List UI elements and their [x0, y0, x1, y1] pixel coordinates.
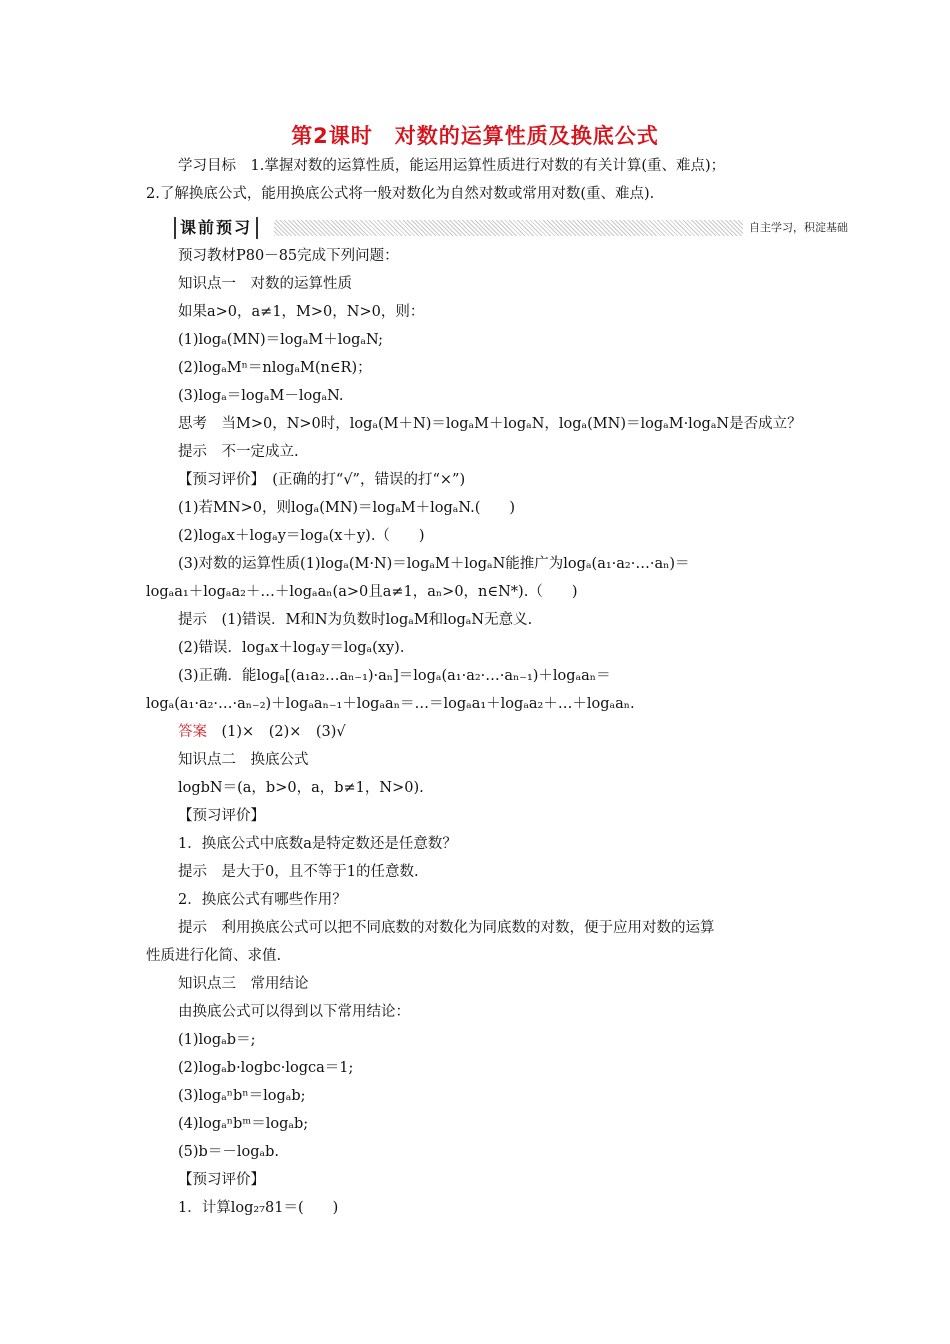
formula-line: (5)b＝－logₐb.	[178, 1144, 279, 1160]
text-line: 提示 不一定成立.	[178, 444, 299, 460]
text-line: 2．换底公式有哪些作用？	[178, 892, 347, 908]
text-line: 【预习评价】 (正确的打“√”，错误的打“×”)	[178, 472, 466, 488]
formula-line: (4)logₐⁿbᵐ＝logₐb;	[178, 1116, 309, 1132]
objectives-line-1: 学习目标 1.掌握对数的运算性质，能运用运算性质进行对数的有关计算(重、难点)；	[178, 158, 726, 174]
objectives-line-2: 2.了解换底公式，能用换底公式将一般对数化为自然对数或常用对数(重、难点).	[146, 186, 655, 202]
text-line: (3)对数的运算性质(1)logₐ(M·N)＝logₐM＋logₐN能推广为logₐ(a₁·a₂·…·aₙ)＝	[178, 556, 690, 572]
text-line: (3)正确．能logₐ[(a₁a₂…aₙ₋₁)·aₙ]＝logₐ(a₁·a₂·…·aₙ₋₁)＋logₐaₙ＝	[178, 668, 611, 684]
text-line: 提示 利用换底公式可以把不同底数的对数化为同底数的对数，便于应用对数的运算	[178, 920, 715, 936]
answer-label: 答案	[178, 724, 207, 740]
text-line: 思考 当M>0，N>0时，logₐ(M＋N)＝logₐM＋logₐN，logₐ(MN)＝logₐM·logₐN是否成立？	[178, 416, 802, 432]
formula-line: logbN＝(a，b>0，a，b≠1，N>0).	[178, 780, 424, 796]
formula-line: (1)logₐb＝;	[178, 1032, 256, 1048]
text-line: logₐ(a₁·a₂·…·aₙ₋₂)＋logₐaₙ₋₁＋logₐaₙ＝…＝logₐa₁＋logₐa₂＋…＋logₐaₙ.	[146, 696, 635, 712]
text-line: 提示 (1)错误．M和N为负数时logₐM和logₐN无意义.	[178, 612, 533, 628]
text-line: 由换底公式可以得到以下常用结论：	[178, 1004, 410, 1020]
formula-line: (2)logₐb·logbc·logca＝1;	[178, 1060, 354, 1076]
text-line: 【预习评价】	[178, 808, 265, 824]
section-heading: 知识点三 常用结论	[178, 976, 309, 992]
section-heading: 知识点一 对数的运算性质	[178, 276, 352, 292]
banner-subtitle: 自主学习，积淀基础	[743, 219, 848, 237]
formula-line: (2)logₐMⁿ＝nlogₐM(n∈R)；	[178, 360, 372, 376]
text-line: logₐa₁＋logₐa₂＋…＋logₐaₙ(a>0且a≠1，aₙ>0，n∈N*).（ )	[146, 584, 578, 600]
text-line: (2)错误．logₐx＋logₐy＝logₐ(xy).	[178, 640, 405, 656]
text-line: 1．换底公式中底数a是特定数还是任意数？	[178, 836, 457, 852]
formula-line: (3)logₐ＝logₐM－logₐN.	[178, 388, 344, 404]
formula-line: (3)logₐⁿbⁿ＝logₐb;	[178, 1088, 306, 1104]
formula-line: (1)logₐ(MN)＝logₐM＋logₐN;	[178, 332, 384, 348]
text-line: 如果a>0，a≠1，M>0，N>0，则：	[178, 304, 425, 320]
text-line: 提示 是大于0，且不等于1的任意数.	[178, 864, 419, 880]
text-line: 【预习评价】	[178, 1172, 265, 1188]
answer-values: (1)× (2)× (3)√	[207, 724, 346, 740]
banner-label: 课前预习	[174, 217, 258, 239]
section-heading: 知识点二 换底公式	[178, 752, 309, 768]
text-line: (1)若MN>0，则logₐ(MN)＝logₐM＋logₐN.( )	[178, 500, 516, 516]
answer-line	[178, 722, 816, 742]
text-line: (2)logₐx＋logₐy＝logₐ(x＋y).（ )	[178, 528, 425, 544]
text-line: 性质进行化简、求值.	[146, 948, 282, 964]
section-banner	[174, 217, 848, 239]
text-line: 1．计算log₂₇81＝( )	[178, 1200, 339, 1216]
text-line: 预习教材P80－85完成下列问题：	[178, 248, 399, 264]
page-title: 第2课时 对数的运算性质及换底公式	[291, 124, 659, 148]
